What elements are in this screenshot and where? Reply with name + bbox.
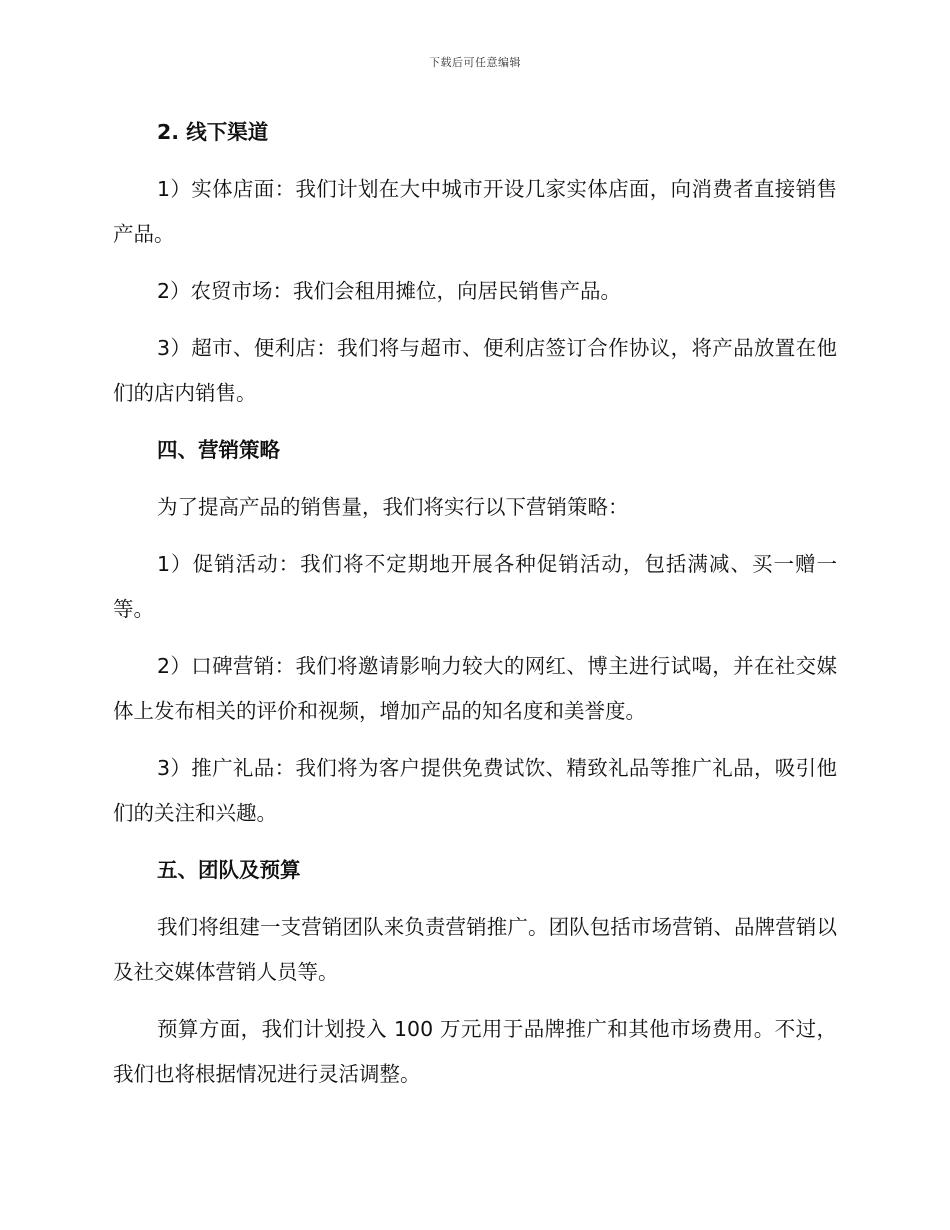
paragraph-promotions: 1）促销活动：我们将不定期地开展各种促销活动，包括满减、买一赠一等。 [113,552,837,621]
paragraph-supermarkets: 3）超市、便利店：我们将与超市、便利店签订合作协议，将产品放置在他们的店内销售。 [113,336,837,405]
document-body [113,110,837,1109]
paragraph-strategy-intro: 为了提高产品的销售量，我们将实行以下营销策略： [157,495,629,519]
section-heading-offline-channels: 2. 线下渠道 [157,120,269,144]
section-heading-marketing-strategy: 四、营销策略 [157,438,280,462]
paragraph-gifts: 3）推广礼品：我们将为客户提供免费试饮、精致礼品等推广礼品，吸引他们的关注和兴趣。 [113,756,837,825]
paragraph-budget: 预算方面，我们计划投入 100 万元用于品牌推广和其他市场费用。不过，我们也将根据情况进行灵活调整。 [113,1017,837,1086]
paragraph-farmers-market: 2）农贸市场：我们会租用摊位，向居民销售产品。 [157,279,622,303]
page-header-note: 下载后可任意编辑 [429,56,521,69]
section-heading-team-budget: 五、团队及预算 [157,858,301,882]
paragraph-team: 我们将组建一支营销团队来负责营销推广。团队包括市场营销、品牌营销以及社交媒体营销人员等。 [113,915,837,984]
paragraph-physical-stores: 1）实体店面：我们计划在大中城市开设几家实体店面，向消费者直接销售产品。 [113,177,837,246]
paragraph-word-of-mouth: 2）口碑营销：我们将邀请影响力较大的网红、博主进行试喝，并在社交媒体上发布相关的评价和视频，增加产品的知名度和美誉度。 [113,654,837,723]
